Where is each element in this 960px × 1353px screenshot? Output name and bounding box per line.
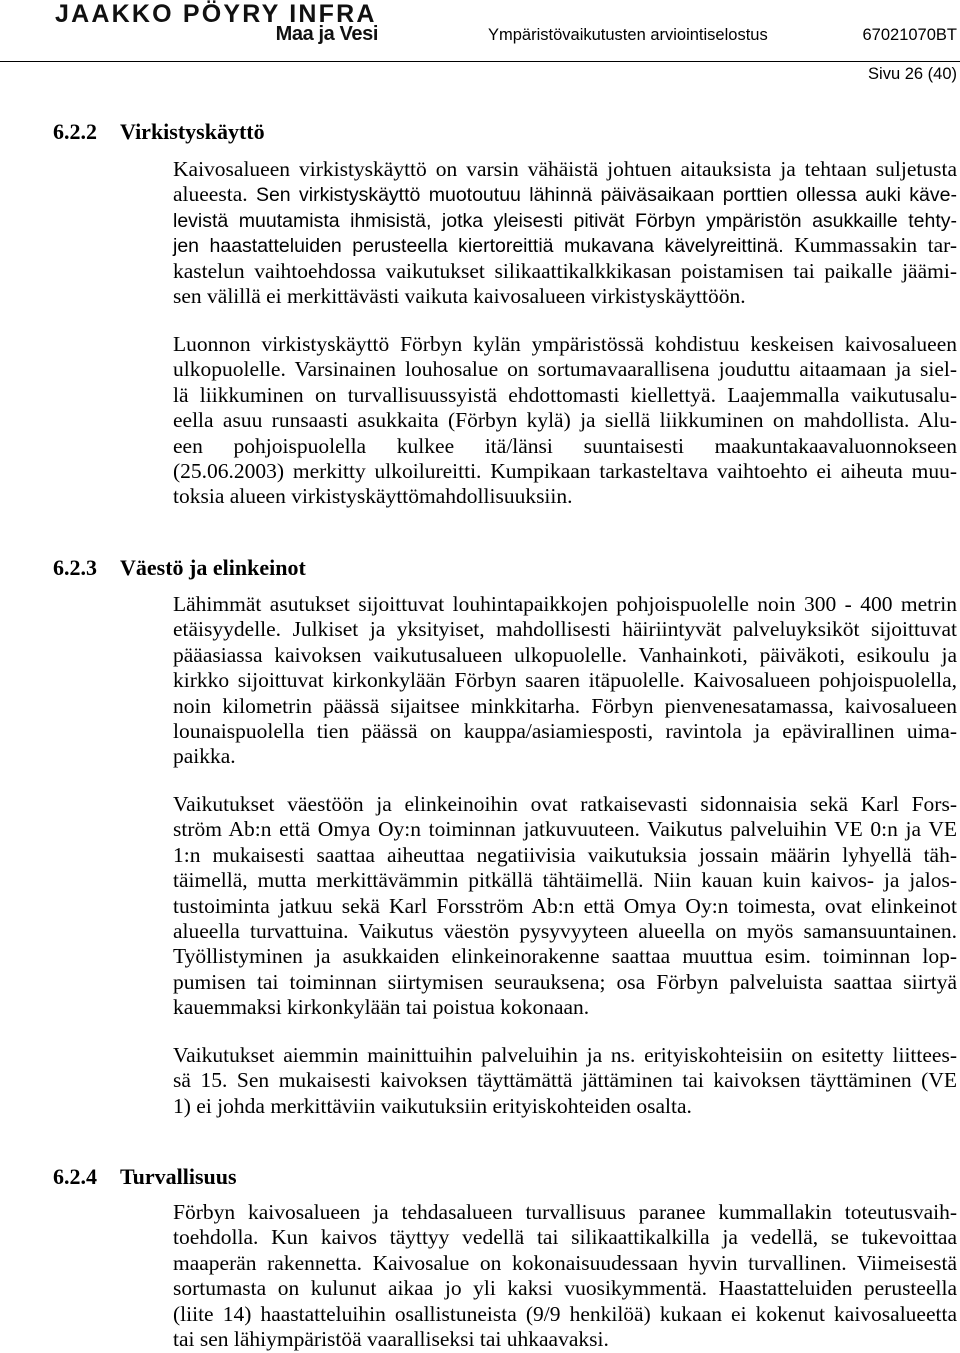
- header-divider: [0, 61, 960, 62]
- text-segment: (25.06.2003) merkitty ulkoilureitti. Kumpikaan tarkasteltava vaihtoehto ei aiheuta muu-: [173, 458, 957, 483]
- section-heading: [53, 119, 265, 145]
- text-segment: pumisen tai toiminnan siirtymisen seurauksena; osa Förbyn palveluista saattaa siirtyä: [173, 969, 957, 994]
- text-segment: Vaikutukset väestöön ja elinkeinoihin ovat ratkaisevasti sidonnaisia sekä Karl Fors-: [173, 792, 957, 816]
- text-line: [173, 1043, 957, 1068]
- text-line: [173, 944, 957, 969]
- text-segment: ulkopuolelle. Varsinainen louhosalue on sortumavaarallisena jouduttu aitaamaan ja siel-: [173, 357, 957, 382]
- text-segment: 1) ei johda merkittäviin vaikutuksiin erityiskohteiden osalta.: [173, 1093, 692, 1118]
- text-segment: alueella turvattuina. Vaikutus väestön pysyvyyteen alueella on myös samansuuntainen.: [173, 918, 957, 943]
- text-segment: Työllistyminen ja asukkaiden elinkeinorakenne saattaa muuttua esim. toiminnan lop-: [173, 944, 957, 969]
- section-number: 6.2.2: [53, 119, 97, 144]
- page-number: Sivu 26 (40): [868, 65, 957, 83]
- company-logo: [55, 2, 378, 50]
- text-segment: ström Ab:n että Omya Oy:n toiminnan jatkuvuuteen. Vaikutus palveluihin VE 0:n ja VE: [173, 817, 957, 842]
- document-title: Ympäristövaikutusten arviointiselostus: [488, 26, 768, 44]
- text-segment: Lähimmät asutukset sijoittuvat louhintapaikkojen pohjoispuolelle noin 300 - 400 metrin: [173, 592, 957, 616]
- text-segment: Förbyn kaivosalueen ja tehdasalueen turvallisuus paranee kummallakin toteutusvaih-: [173, 1200, 957, 1224]
- text-segment: tai sen lähiympäristöä vaaralliseksi tai uhkaavaksi.: [173, 1326, 609, 1351]
- text-segment: Kummassakin tar-: [794, 233, 958, 258]
- text-segment: tustoiminta jatkuu sekä Karl Forsström Ab:n että Omya Oy:n toimesta, ovat elinkeinot: [173, 893, 957, 918]
- paragraph: [173, 332, 957, 510]
- text-segment: sen välillä ei merkittävästi vaikuta kaivosalueen virkistyskäyttöön.: [173, 283, 746, 308]
- text-segment: etäisyydelle. Julkiset ja yksityiset, mahdollisesti häiriintyvät palveluyksiköt sijoittuvat: [173, 617, 957, 642]
- text-line: [173, 1302, 957, 1327]
- text-line: [173, 357, 957, 382]
- text-line: [173, 1251, 957, 1276]
- text-segment: täimellä, mutta merkittävämmin pitkällä tähtäimellä. Niin kauan kuin kaivos- ja jalos-: [173, 868, 957, 893]
- text-segment: Luonnon virkistyskäyttö Förbyn kylän ympäristössä kohdistuu keskeisen kaivosalueen: [173, 332, 957, 356]
- text-segment: kastelun vaihtoehdossa vaikutukset silikaattikalkkikasan poistamisen tai paikalle jäämi-: [173, 258, 957, 283]
- text-line: [173, 668, 957, 693]
- text-segment: alueesta.: [173, 182, 248, 207]
- text-line: [173, 694, 957, 719]
- text-line: [173, 894, 957, 919]
- text-line: [173, 719, 957, 744]
- text-segment: sä 15. Sen mukaisesti kaivoksen täyttämättä jättäminen tai kaivoksen täyttäminen (VE: [173, 1068, 957, 1093]
- text-segment: lounaispuolella tien päässä on kauppa/asiamiesposti, ravintola ja epävirallinen uima-: [173, 718, 957, 743]
- text-segment: noin kilometrin päässä sijaitsee minkkitarha. Förbyn pienvenesatamassa, kaivosalueen: [173, 693, 957, 718]
- text-line: [173, 259, 957, 284]
- text-segment: sortumasta on kulunut aikaa jo yli kaksi vuosikymmentä. Haastatteluiden perusteella: [173, 1276, 957, 1301]
- text-segment: lä liikkuminen on turvallisuussyistä ehdottomasti kiellettyä. Laajemmalla vaikutusalu-: [173, 382, 957, 407]
- text-segment: paikka.: [173, 744, 236, 769]
- text-line: [173, 208, 957, 233]
- paragraph: [173, 792, 957, 1021]
- section-heading: [53, 555, 306, 581]
- text-line: [173, 157, 957, 182]
- text-line: [173, 592, 957, 617]
- text-line: [173, 408, 957, 433]
- text-line: [173, 868, 957, 893]
- text-line: [173, 459, 957, 484]
- text-line: [173, 284, 957, 309]
- text-line: [173, 484, 957, 509]
- paragraph: [173, 592, 957, 770]
- text-line: [173, 434, 957, 459]
- text-segment: levistä muutamista ihmisistä, jotka yleisesti pitivät Förbyn ympäristön asukkaille tehty-: [173, 209, 957, 232]
- text-segment: Sen virkistyskäyttö muotoutuu lähinnä päiväsaikaan porttien ollessa auki käve-: [255, 184, 957, 207]
- text-line: [173, 995, 957, 1020]
- text-segment: een pohjoispuolella kulkee itä/länsi suuntaisesti maakuntakaavaluonnokseen: [173, 433, 957, 458]
- section-heading: [53, 1164, 237, 1190]
- section-number: 6.2.3: [53, 555, 97, 580]
- text-line: [173, 233, 957, 258]
- text-line: [173, 1200, 957, 1225]
- text-line: [173, 332, 957, 357]
- text-line: [173, 970, 957, 995]
- section-number: 6.2.4: [53, 1164, 97, 1189]
- paragraph: [173, 1043, 957, 1119]
- text-line: [173, 617, 957, 642]
- text-segment: kauemmaksi kirkonkylään tai poistua kokonaan.: [173, 995, 590, 1020]
- text-segment: pääasiassa kaivoksen vaikutusalueen ulkopuolelle. Vanhainkoti, päiväkoti, esikoulu ja: [173, 642, 957, 667]
- text-line: [173, 383, 957, 408]
- text-segment: (liite 14) haastatteluihin osallistuneista (9/9 henkilöä) kukaan ei kokenut kaivosalueetta: [173, 1301, 957, 1326]
- section-title: Väestö ja elinkeinot: [120, 555, 306, 580]
- text-segment: maaperän rakennetta. Kaivosalue on kokonaisuudessaan hyvin turvallinen. Viimeisestä: [173, 1250, 957, 1275]
- text-line: [173, 817, 957, 842]
- text-line: [173, 843, 957, 868]
- text-line: [173, 182, 957, 207]
- text-line: [173, 643, 957, 668]
- section-title: Virkistyskäyttö: [120, 119, 265, 144]
- paragraph: [173, 157, 957, 309]
- text-line: [173, 1225, 957, 1250]
- text-line: [173, 792, 957, 817]
- text-segment: toehdolla. Kun kaivos täyttyy vedellä tai silikaattikalkilla ja vedellä, se tukevoittaa: [173, 1225, 957, 1250]
- text-segment: eella asuu runsaasti asukkaita (Förbyn kylä) ja siellä liikkuminen on mahdollista. Alu-: [173, 408, 957, 433]
- text-line: [173, 919, 957, 944]
- logo-company-name: JAAKKO PÖYRY INFRA: [55, 0, 377, 28]
- text-segment: Kaivosalueen virkistyskäyttö on varsin vähäistä johtuen aitauksista ja tehtaan suljetusta: [173, 157, 957, 181]
- logo-division-name: Maa ja Vesi: [275, 23, 378, 45]
- paragraph: [173, 1200, 957, 1352]
- text-line: [173, 744, 957, 769]
- section-title: Turvallisuus: [120, 1164, 237, 1189]
- text-line: [173, 1068, 957, 1093]
- text-line: [173, 1276, 957, 1301]
- text-line: [173, 1094, 957, 1119]
- text-segment: toksia alueen virkistyskäyttömahdollisuuksiin.: [173, 484, 573, 509]
- document-code: 67021070BT: [862, 26, 957, 44]
- text-line: [173, 1327, 957, 1352]
- text-segment: jen haastatteluiden perusteella kiertoreittiä mukavana kävelyreittinä.: [173, 235, 784, 258]
- text-segment: kirkko sijoittuvat kirkonkylään Förbyn saaren itäpuolelle. Kaivosalueen pohjoispuolella,: [173, 668, 957, 693]
- text-segment: 1:n mukaisesti saattaa aiheuttaa negatiivisia vaikutuksia jossain määrin lyhyellä täh-: [173, 842, 957, 867]
- text-segment: Vaikutukset aiemmin mainittuihin palveluihin ja ns. erityiskohteisiin on esitetty liittees-: [173, 1043, 957, 1067]
